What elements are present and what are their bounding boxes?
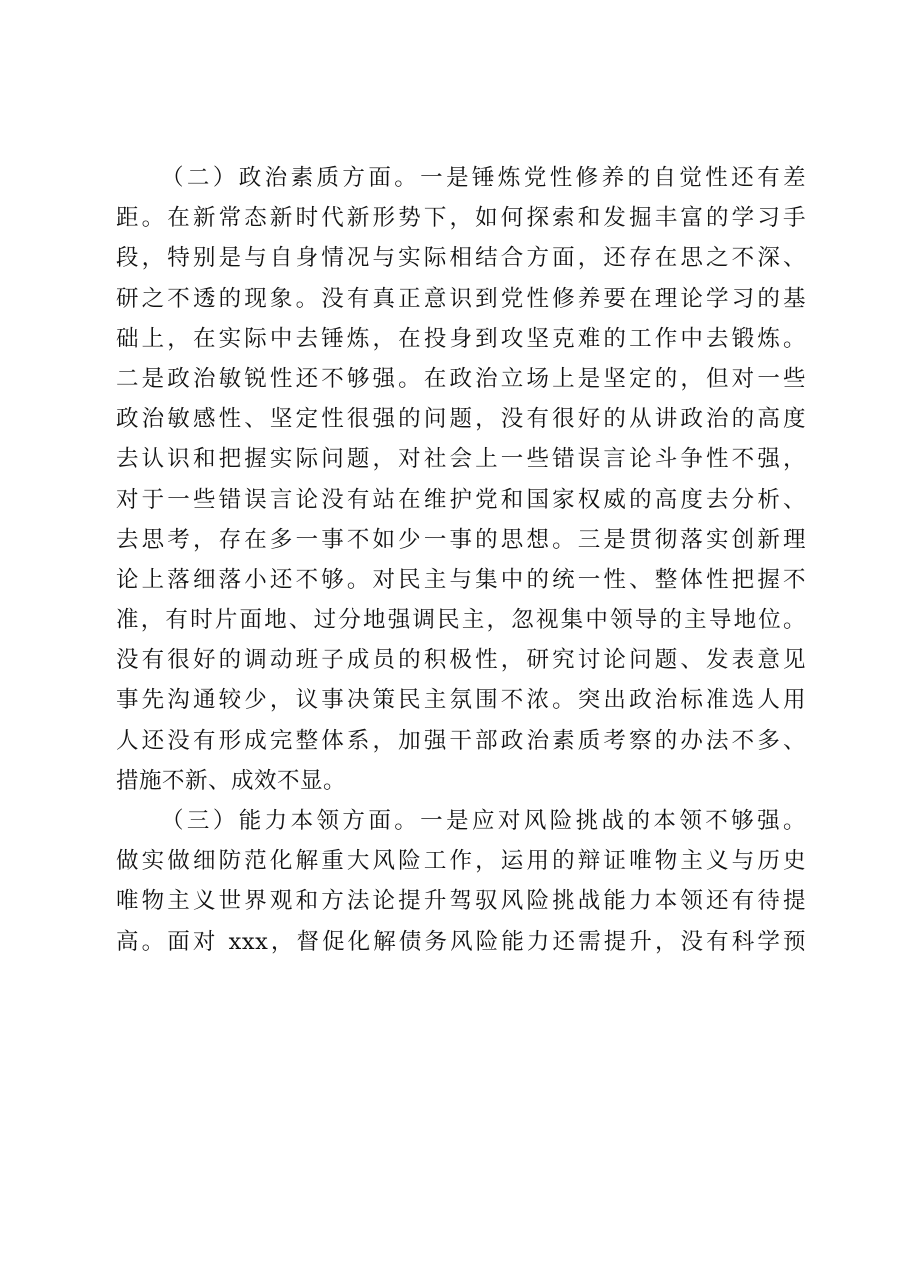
text-line: 二是政治敏锐性还不够强。在政治立场上是坚定的，但对一些: [116, 365, 806, 392]
text-line: 政治敏感性、坚定性很强的问题，没有很好的从讲政治的高度: [116, 406, 806, 433]
text-line: 础上，在实际中去锤炼，在投身到攻坚克难的工作中去锻炼。: [116, 325, 806, 352]
text-line: 没有很好的调动班子成员的积极性，研究讨论问题、发表意见: [116, 647, 806, 674]
text-line: 去思考，存在多一事不如少一事的思想。三是贯彻落实创新理: [116, 526, 806, 553]
text-line: 高。面对 xxx，督促化解债务风险能力还需提升，没有科学预: [116, 928, 806, 955]
document-body: [116, 158, 806, 962]
text-line: 准，有时片面地、过分地强调民主，忽视集中领导的主导地位。: [116, 607, 806, 634]
text-line: 事先沟通较少，议事决策民主氛围不浓。突出政治标准选人用: [116, 687, 806, 714]
text-line: （三）能力本领方面。一是应对风险挑战的本领不够强。: [161, 808, 806, 834]
text-line: 做实做细防范化解重大风险工作，运用的辩证唯物主义与历史: [116, 848, 806, 875]
text-line: 研之不透的现象。没有真正意识到党性修养要在理论学习的基: [116, 285, 806, 312]
text-line: 论上落细落小还不够。对民主与集中的统一性、整体性把握不: [116, 566, 806, 593]
text-line: （二）政治素质方面。一是锤炼党性修养的自觉性还有差: [161, 165, 806, 191]
text-line: 去认识和把握实际问题，对社会上一些错误言论斗争性不强，: [116, 446, 806, 473]
text-line: 段，特别是与自身情况与实际相结合方面，还存在思之不深、: [116, 245, 806, 272]
text-line: 距。在新常态新时代新形势下，如何探索和发掘丰富的学习手: [116, 205, 806, 232]
text-line: 对于一些错误言论没有站在维护党和国家权威的高度去分析、: [116, 486, 806, 513]
text-line: 措施不新、成效不显。: [116, 767, 347, 794]
text-line: 唯物主义世界观和方法论提升驾驭风险挑战能力本领还有待提: [116, 888, 806, 915]
paragraph-political-quality: [116, 158, 806, 801]
paragraph-capability: [116, 801, 806, 962]
text-line: 人还没有形成完整体系，加强干部政治素质考察的办法不多、: [116, 727, 806, 754]
